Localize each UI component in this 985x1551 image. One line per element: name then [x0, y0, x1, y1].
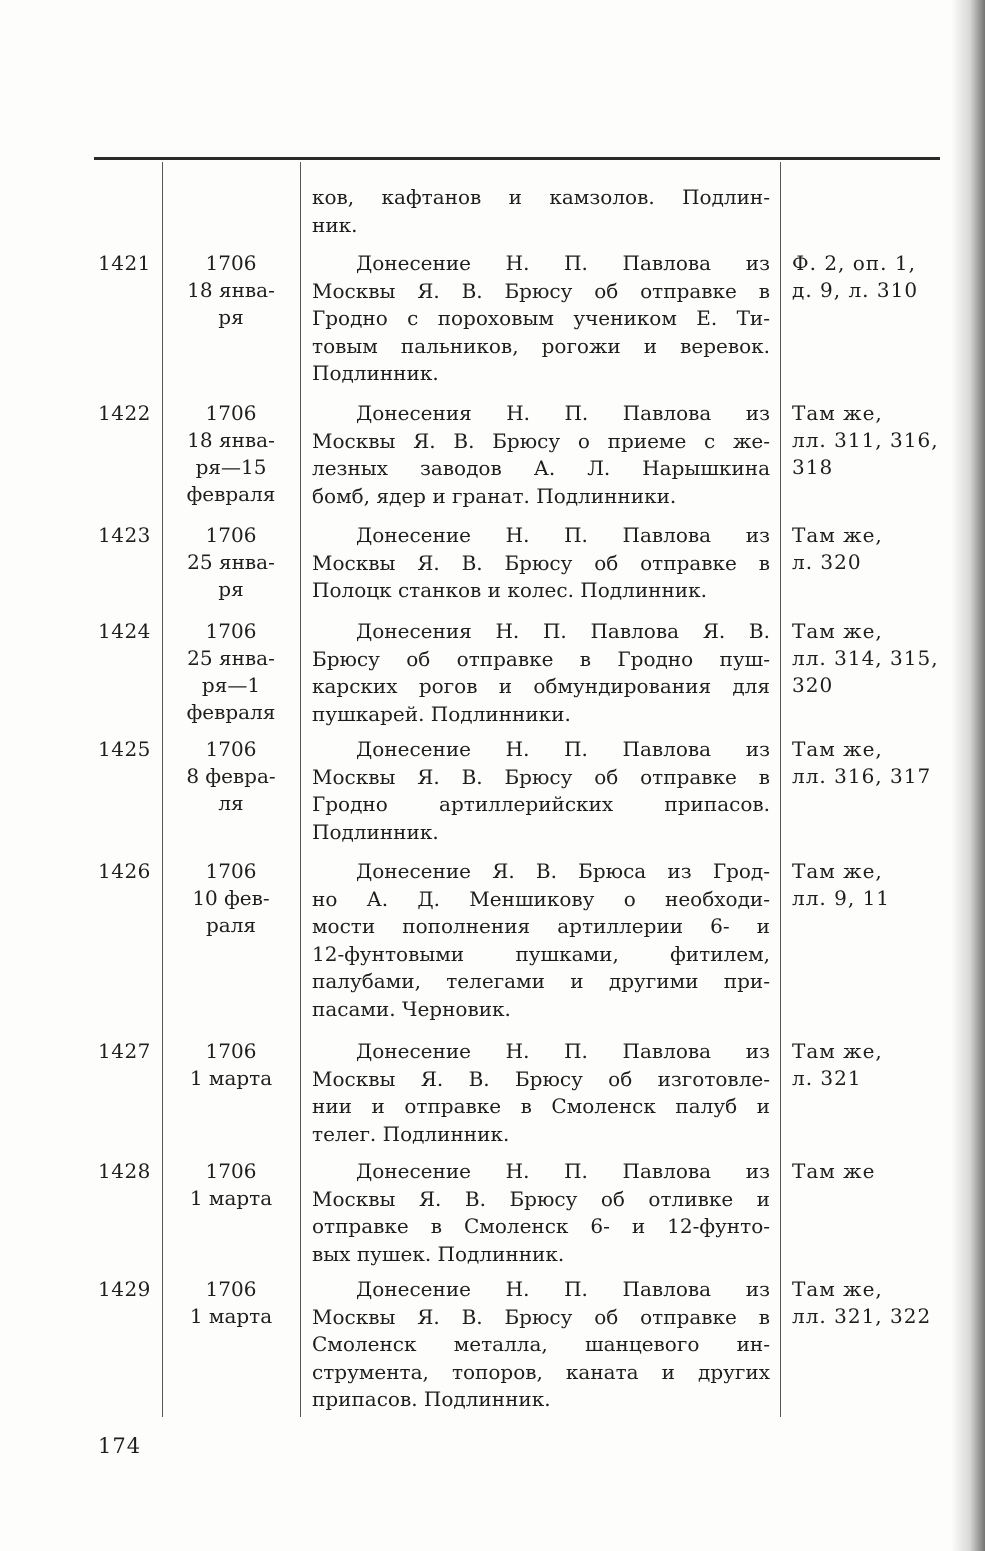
date-line: 1706 [205, 251, 257, 275]
entry-source [792, 1038, 942, 1092]
date-line: ля [218, 791, 244, 815]
date-line: 1706 [205, 859, 257, 883]
column-divider-2 [300, 162, 301, 1417]
source-line: 320 [792, 673, 834, 697]
date-line: ря [218, 577, 244, 601]
entry-number: 1429 [98, 1277, 151, 1301]
description-line: Донесение Н. П. Павлова из [356, 523, 770, 547]
date-line: 1 марта [189, 1304, 273, 1328]
description-line: ник. [312, 212, 358, 237]
entry-date [168, 522, 294, 603]
date-line: 1706 [205, 523, 257, 547]
entry-description [312, 522, 770, 605]
entry-number: 1424 [98, 619, 151, 643]
source-line: л. 321 [792, 1066, 862, 1090]
entry-source [792, 522, 942, 576]
description-line: Москвы Я. В. Брюсу об отливке и [312, 1186, 770, 1211]
source-line: л. 320 [792, 550, 862, 574]
entry-number: 1422 [98, 401, 151, 425]
description-line: Брюсу об отправке в Гродно пуш- [312, 646, 770, 671]
source-line: лл. 314, 315, [792, 646, 939, 670]
entry-number: 1421 [98, 251, 151, 275]
date-line: ря—15 [195, 455, 267, 479]
description-line: бомб, ядер и гранат. Подлинники. [312, 483, 677, 508]
date-line: 1 марта [189, 1186, 273, 1210]
source-line: лл. 311, 316, [792, 428, 939, 452]
description-line: телег. Подлинник. [312, 1121, 510, 1146]
table-top-rule [94, 157, 940, 160]
description-line: Подлинник. [312, 361, 439, 385]
description-line: Донесение Н. П. Павлова из [356, 1277, 770, 1301]
description-line: Донесение Н. П. Павлова из [356, 737, 770, 761]
column-divider-3 [780, 162, 781, 1417]
entry-description [312, 400, 770, 510]
entry-description [312, 736, 770, 846]
description-line: товым пальников, рогожи и веревок. [312, 333, 770, 358]
description-line: пасами. Черновик. [312, 996, 511, 1021]
entry-date [168, 1276, 294, 1330]
description-line: Москвы Я. В. Брюсу об отправке в [312, 278, 770, 303]
entry-description [312, 1158, 770, 1268]
entry-source [792, 250, 942, 304]
entry-source [792, 618, 942, 699]
description-line: нии и отправке в Смоленск палуб и [312, 1094, 770, 1118]
column-divider-1 [162, 162, 163, 1417]
description-line: Донесение Н. П. Павлова из [356, 251, 770, 275]
source-line: Там же, [792, 859, 883, 883]
entry-date [168, 618, 294, 726]
entry-description [312, 250, 770, 388]
description-line: Гродно артиллерийских припасов. [312, 792, 770, 816]
date-line: 8 февра- [186, 764, 276, 788]
description-line: Подлинник. [312, 819, 439, 844]
source-line: лл. 316, 317 [792, 764, 932, 788]
description-line: мости пополнения артиллерии 6- и [312, 914, 770, 938]
source-line: Там же, [792, 401, 883, 425]
source-line: лл. 9, 11 [792, 886, 891, 910]
description-line: палубами, телегами и другими при- [312, 969, 770, 993]
entry-description [312, 618, 770, 728]
description-line: Москвы Я. В. Брюсу об отправке в [312, 764, 770, 789]
description-line: но А. Д. Меншикову о необходи- [312, 886, 770, 911]
description-line: Москвы Я. В. Брюсу о приеме с же- [312, 428, 770, 453]
entry-source [792, 858, 942, 912]
date-line: ря—1 [201, 673, 261, 697]
description-line: лезных заводов А. Л. Нарышкина [312, 456, 770, 480]
description-line: вых пушек. Подлинник. [312, 1241, 565, 1266]
date-line: ря [218, 305, 244, 329]
description-line: 12-фунтовыми пушками, фитилем, [312, 941, 770, 966]
entry-source [792, 1276, 942, 1330]
description-line: Гродно с пороховым учеником Е. Ти- [312, 306, 770, 330]
description-line: Москвы Я. В. Брюсу об отправке в [312, 1304, 770, 1329]
entry-date [168, 400, 294, 508]
entry-source [792, 1158, 942, 1185]
description-line: струмента, топоров, каната и других [312, 1359, 770, 1384]
description-line: пушкарей. Подлинники. [312, 701, 571, 726]
source-line: Там же, [792, 1277, 883, 1301]
description-line: Москвы Я. В. Брюсу об изготовле- [312, 1066, 770, 1091]
description-line: карских рогов и обмундирования для [312, 674, 770, 698]
entry-source [792, 736, 942, 790]
source-line: Там же, [792, 737, 883, 761]
description-line: Донесения Н. П. Павлова Я. В. [356, 619, 770, 643]
date-line: 1706 [205, 737, 257, 761]
date-line: 1706 [205, 401, 257, 425]
description-line: отправке в Смоленск 6- и 12-фунто- [312, 1214, 770, 1238]
entry-date [168, 250, 294, 331]
date-line: 18 янва- [187, 278, 275, 302]
source-line: Там же, [792, 523, 883, 547]
entry-date [168, 1038, 294, 1092]
date-line: 1706 [205, 619, 257, 643]
description-line: Донесение Н. П. Павлова из [356, 1039, 770, 1063]
source-line: лл. 321, 322 [792, 1304, 932, 1328]
date-line: 25 янва- [187, 550, 275, 574]
page-number: 174 [98, 1434, 142, 1458]
description-line: Донесение Н. П. Павлова из [356, 1159, 770, 1183]
source-line: 318 [792, 455, 834, 479]
book-spine-shadow [951, 0, 985, 1551]
date-line: 1706 [205, 1159, 257, 1183]
entry-number: 1427 [98, 1039, 151, 1063]
date-line: 1706 [205, 1277, 257, 1301]
entry-description [312, 184, 770, 239]
description-line: Смоленск металла, шанцевого ин- [312, 1332, 770, 1356]
date-line: 25 янва- [187, 646, 275, 670]
source-line: д. 9, л. 310 [792, 278, 919, 302]
entry-date [168, 1158, 294, 1212]
description-line: Донесения Н. П. Павлова из [356, 401, 770, 425]
source-line: Там же, [792, 619, 883, 643]
entry-description [312, 1038, 770, 1148]
entry-source [792, 400, 942, 481]
entry-number: 1426 [98, 859, 151, 883]
entry-description [312, 1276, 770, 1414]
entry-number: 1428 [98, 1159, 151, 1183]
description-line: Донесение Я. В. Брюса из Грод- [356, 859, 770, 883]
entry-date [168, 736, 294, 817]
date-line: раля [205, 913, 257, 937]
description-line: Полоцк станков и колес. Подлинник. [312, 578, 707, 602]
entry-description [312, 858, 770, 1023]
date-line: февраля [186, 482, 276, 506]
date-line: 1 марта [189, 1066, 273, 1090]
entry-number: 1423 [98, 523, 151, 547]
description-line: припасов. Подлинник. [312, 1387, 551, 1411]
date-line: 10 фев- [192, 886, 270, 910]
source-line: Там же [792, 1159, 876, 1183]
entry-date [168, 858, 294, 939]
source-line: Ф. 2, оп. 1, [792, 251, 916, 275]
entry-number: 1425 [98, 737, 151, 761]
date-line: февраля [186, 700, 276, 724]
date-line: 1706 [205, 1039, 257, 1063]
description-line: Москвы Я. В. Брюсу об отправке в [312, 550, 770, 575]
description-line: ков, кафтанов и камзолов. Подлин- [312, 185, 770, 209]
source-line: Там же, [792, 1039, 883, 1063]
date-line: 18 янва- [187, 428, 275, 452]
